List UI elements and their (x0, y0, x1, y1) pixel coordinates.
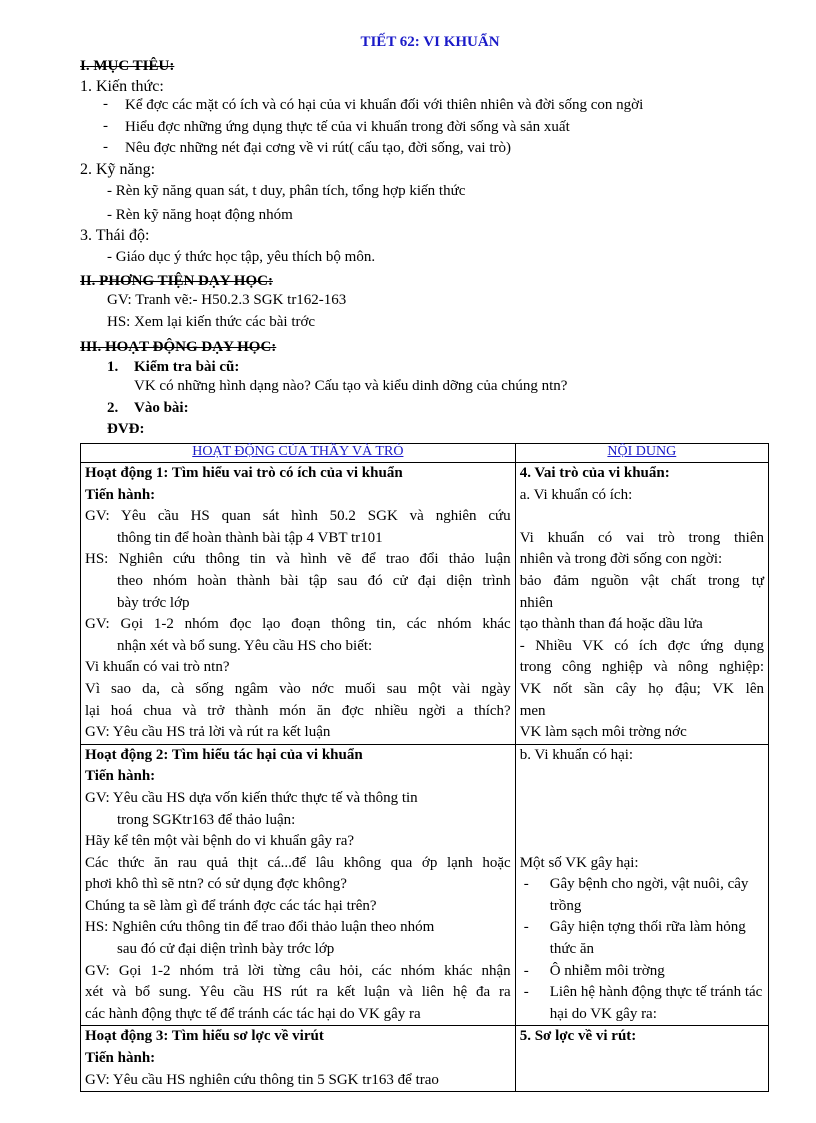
text-line: sau đó cử đại diện trình bày trớc lớp (117, 941, 335, 958)
harm-item: - Gây hiện tợng thối rữa làm hỏng thức ăn (520, 917, 764, 960)
knowledge-item: Nêu đợc những nét đại cơng về vi rút( cấu tạo, đời sống, vai trò) (125, 140, 511, 156)
text-line: HS: Nghiên cứu thông tin để trao đổi thảo luận theo nhóm (85, 919, 435, 936)
spacer (520, 766, 764, 788)
activity-cell (81, 744, 516, 1026)
text-line: VK nốt sần cây họ đậu; VK lên (519, 680, 764, 697)
skills-item: - Rèn kỹ năng quan sát, t duy, phân tích, tổng hợp kiến thức (107, 183, 466, 199)
content-cell (515, 744, 768, 1026)
dvd-label: ĐVĐ: (107, 421, 145, 437)
harm-item: - Gây bệnh cho ngời, vật nuôi, cây trồng (520, 874, 764, 917)
harm-item: - Ô nhiễm môi trờng (520, 961, 764, 983)
text-line: Các thức ăn rau quả thịt cá...để lâu không qua ớp lạnh hoặc (85, 854, 511, 871)
procedure-label: Tiến hành: (85, 1050, 156, 1067)
text-line: GV: Gọi 1-2 nhóm đọc lạo đoạn thông tin, các nhóm khác (85, 616, 511, 633)
text-line: bày trớc lớp (117, 594, 190, 611)
text-line: Vì sao da, cà sống ngâm vào nớc muối sau một vài ngày (85, 680, 511, 697)
activity-heading: Hoạt động 3: Tìm hiểu sơ lợc về virút (85, 1028, 324, 1045)
page-title: TIẾT 62: VI KHUẨN (360, 34, 500, 50)
text-line: VK làm sạch môi trờng nớc (519, 724, 687, 741)
table-row (81, 1026, 769, 1092)
section-1-heading: I. MỤC TIÊU: (80, 58, 175, 74)
text-line: bảo đảm nguồn vật chất trong tự (519, 572, 764, 589)
teacher-materials: GV: Tranh vẽ:- H50.2.3 SGK tr162-163 (107, 292, 347, 308)
attitude-heading: 3. Thái độ: (80, 227, 150, 244)
table-row (81, 744, 769, 1026)
skills-item: - Rèn kỹ năng hoạt động nhóm (107, 207, 293, 223)
text-line: trong công nghiệp và nông nghiệp: (519, 659, 764, 676)
text-line: a. Vi khuẩn có ích: (519, 486, 633, 503)
text-line: Hãy kể tên một vài bệnh do vi khuẩn gây ra? (85, 833, 355, 850)
bullet-dash: - (103, 118, 108, 134)
text-line: các hành động thực tế để tránh các tác hại do VK gây ra (85, 1005, 421, 1022)
content-heading: 5. Sơ lợc về vi rút: (519, 1028, 637, 1045)
table-header-row (81, 444, 769, 463)
review-question: VK có những hình dạng nào? Cấu tạo và kiểu dinh dỡng của chúng ntn? (134, 378, 568, 394)
section-2-heading: II. PHƠNG TIỆN DẠY HỌC: (80, 273, 273, 289)
item-2-number: 2. (107, 400, 119, 416)
harm-item: - Liên hệ hành động thực tế tránh tác hại do VK gây ra: (520, 982, 764, 1025)
text-line: lại hoá chua và trở thành món ăn đợc nhiều ngời a thích? (85, 702, 511, 719)
text-line: nhận xét và bổ sung. Yêu cầu HS cho biết: (117, 637, 373, 654)
content-cell (515, 463, 768, 745)
text-line: theo nhóm hoàn thành bài tập sau đó cử đại diện trình (117, 572, 511, 589)
attitude-item: - Giáo dục ý thức học tập, yêu thích bộ môn. (107, 249, 376, 265)
knowledge-heading: 1. Kiến thức: (80, 78, 164, 95)
item-1-title: Kiểm tra bài cũ: (134, 359, 240, 375)
bullet-dash: - (103, 139, 108, 155)
item-2-title: Vào bài: (134, 400, 189, 416)
text-line: nhiên (519, 594, 554, 611)
text-line: GV: Yêu cầu HS trả lời và rút ra kết luận (85, 724, 331, 741)
bullet-dash: - (103, 96, 108, 112)
table-row (81, 463, 769, 745)
text-line: GV: Gọi 1-2 nhóm trả lời từng câu hỏi, các nhóm khác nhận (85, 962, 511, 979)
section-3-heading: III. HOẠT ĐỘNG DẠY HỌC: (80, 339, 277, 355)
spacer (520, 831, 764, 853)
student-materials: HS: Xem lại kiến thức các bài trớc (107, 314, 316, 330)
header-content: NỘI DUNG (515, 444, 768, 463)
activity-cell (81, 1026, 516, 1092)
text-line: tạo thành than đá hoặc dầu lửa (519, 616, 703, 633)
text-line: Chúng ta sẽ làm gì để tránh đợc các tác hại trên? (85, 897, 377, 914)
text-line: xét và bổ sung. Yêu cầu HS rút ra kết luận và liên hệ đa ra (85, 984, 511, 1001)
text-line: men (519, 702, 546, 719)
text-line: Vi khuẩn có vai trò trong thiên (519, 529, 764, 546)
activity-heading: Hoạt động 2: Tìm hiểu tác hại của vi khuẩn (85, 746, 363, 763)
text-line: GV: Yêu cầu HS quan sát hình 50.2 SGK và nghiên cứu (85, 508, 511, 525)
text-line: GV: Yêu cầu HS nghiên cứu thông tin 5 SGK tr163 để trao (85, 1071, 439, 1088)
text-line: phơi khô thì sẽ ntn? có sử dụng đợc không? (85, 876, 347, 893)
knowledge-item: Kể đợc các mặt có ích và có hại của vi khuẩn đối với thiên nhiên và đời sống con ngời (125, 97, 644, 113)
activity-cell (81, 463, 516, 745)
procedure-label: Tiến hành: (85, 768, 156, 785)
text-line: HS: Nghiên cứu thông tin và hình vẽ để trao đổi thảo luận (85, 551, 511, 568)
header-activities: HOẠT ĐỘNG CỦA THẦY VÀ TRÒ (81, 444, 516, 463)
activity-heading: Hoạt động 1: Tìm hiểu vai trò có ích của vi khuẩn (85, 465, 403, 481)
text-line: b. Vi khuẩn có hại: (519, 746, 634, 763)
text-line: thông tin để hoàn thành bài tập 4 VBT tr101 (117, 529, 383, 546)
spacer (520, 810, 764, 832)
procedure-label: Tiến hành: (85, 486, 156, 503)
text-line: Một số VK gây hại: (519, 854, 639, 871)
text-line: nhiên và trong đời sống con ngời: (519, 551, 723, 568)
text-line: trong SGKtr163 để thảo luận: (117, 811, 296, 828)
text-line: - Nhiều VK có ích đợc ứng dụng (519, 637, 764, 654)
text-line: GV: Yêu cầu HS dựa vốn kiến thức thực tế và thông tin (85, 789, 418, 806)
activity-table (80, 443, 769, 1092)
content-cell (515, 1026, 768, 1092)
skills-heading: 2. Kỹ năng: (80, 161, 156, 178)
text-line: Vi khuẩn có vai trò ntn? (85, 659, 230, 676)
content-heading: 4. Vai trò của vi khuẩn: (519, 465, 670, 481)
spacer (520, 788, 764, 810)
item-1-number: 1. (107, 359, 119, 375)
spacer (520, 506, 764, 528)
knowledge-item: Hiểu đợc những ứng dụng thực tế của vi khuẩn trong đời sống và sản xuất (125, 119, 570, 135)
